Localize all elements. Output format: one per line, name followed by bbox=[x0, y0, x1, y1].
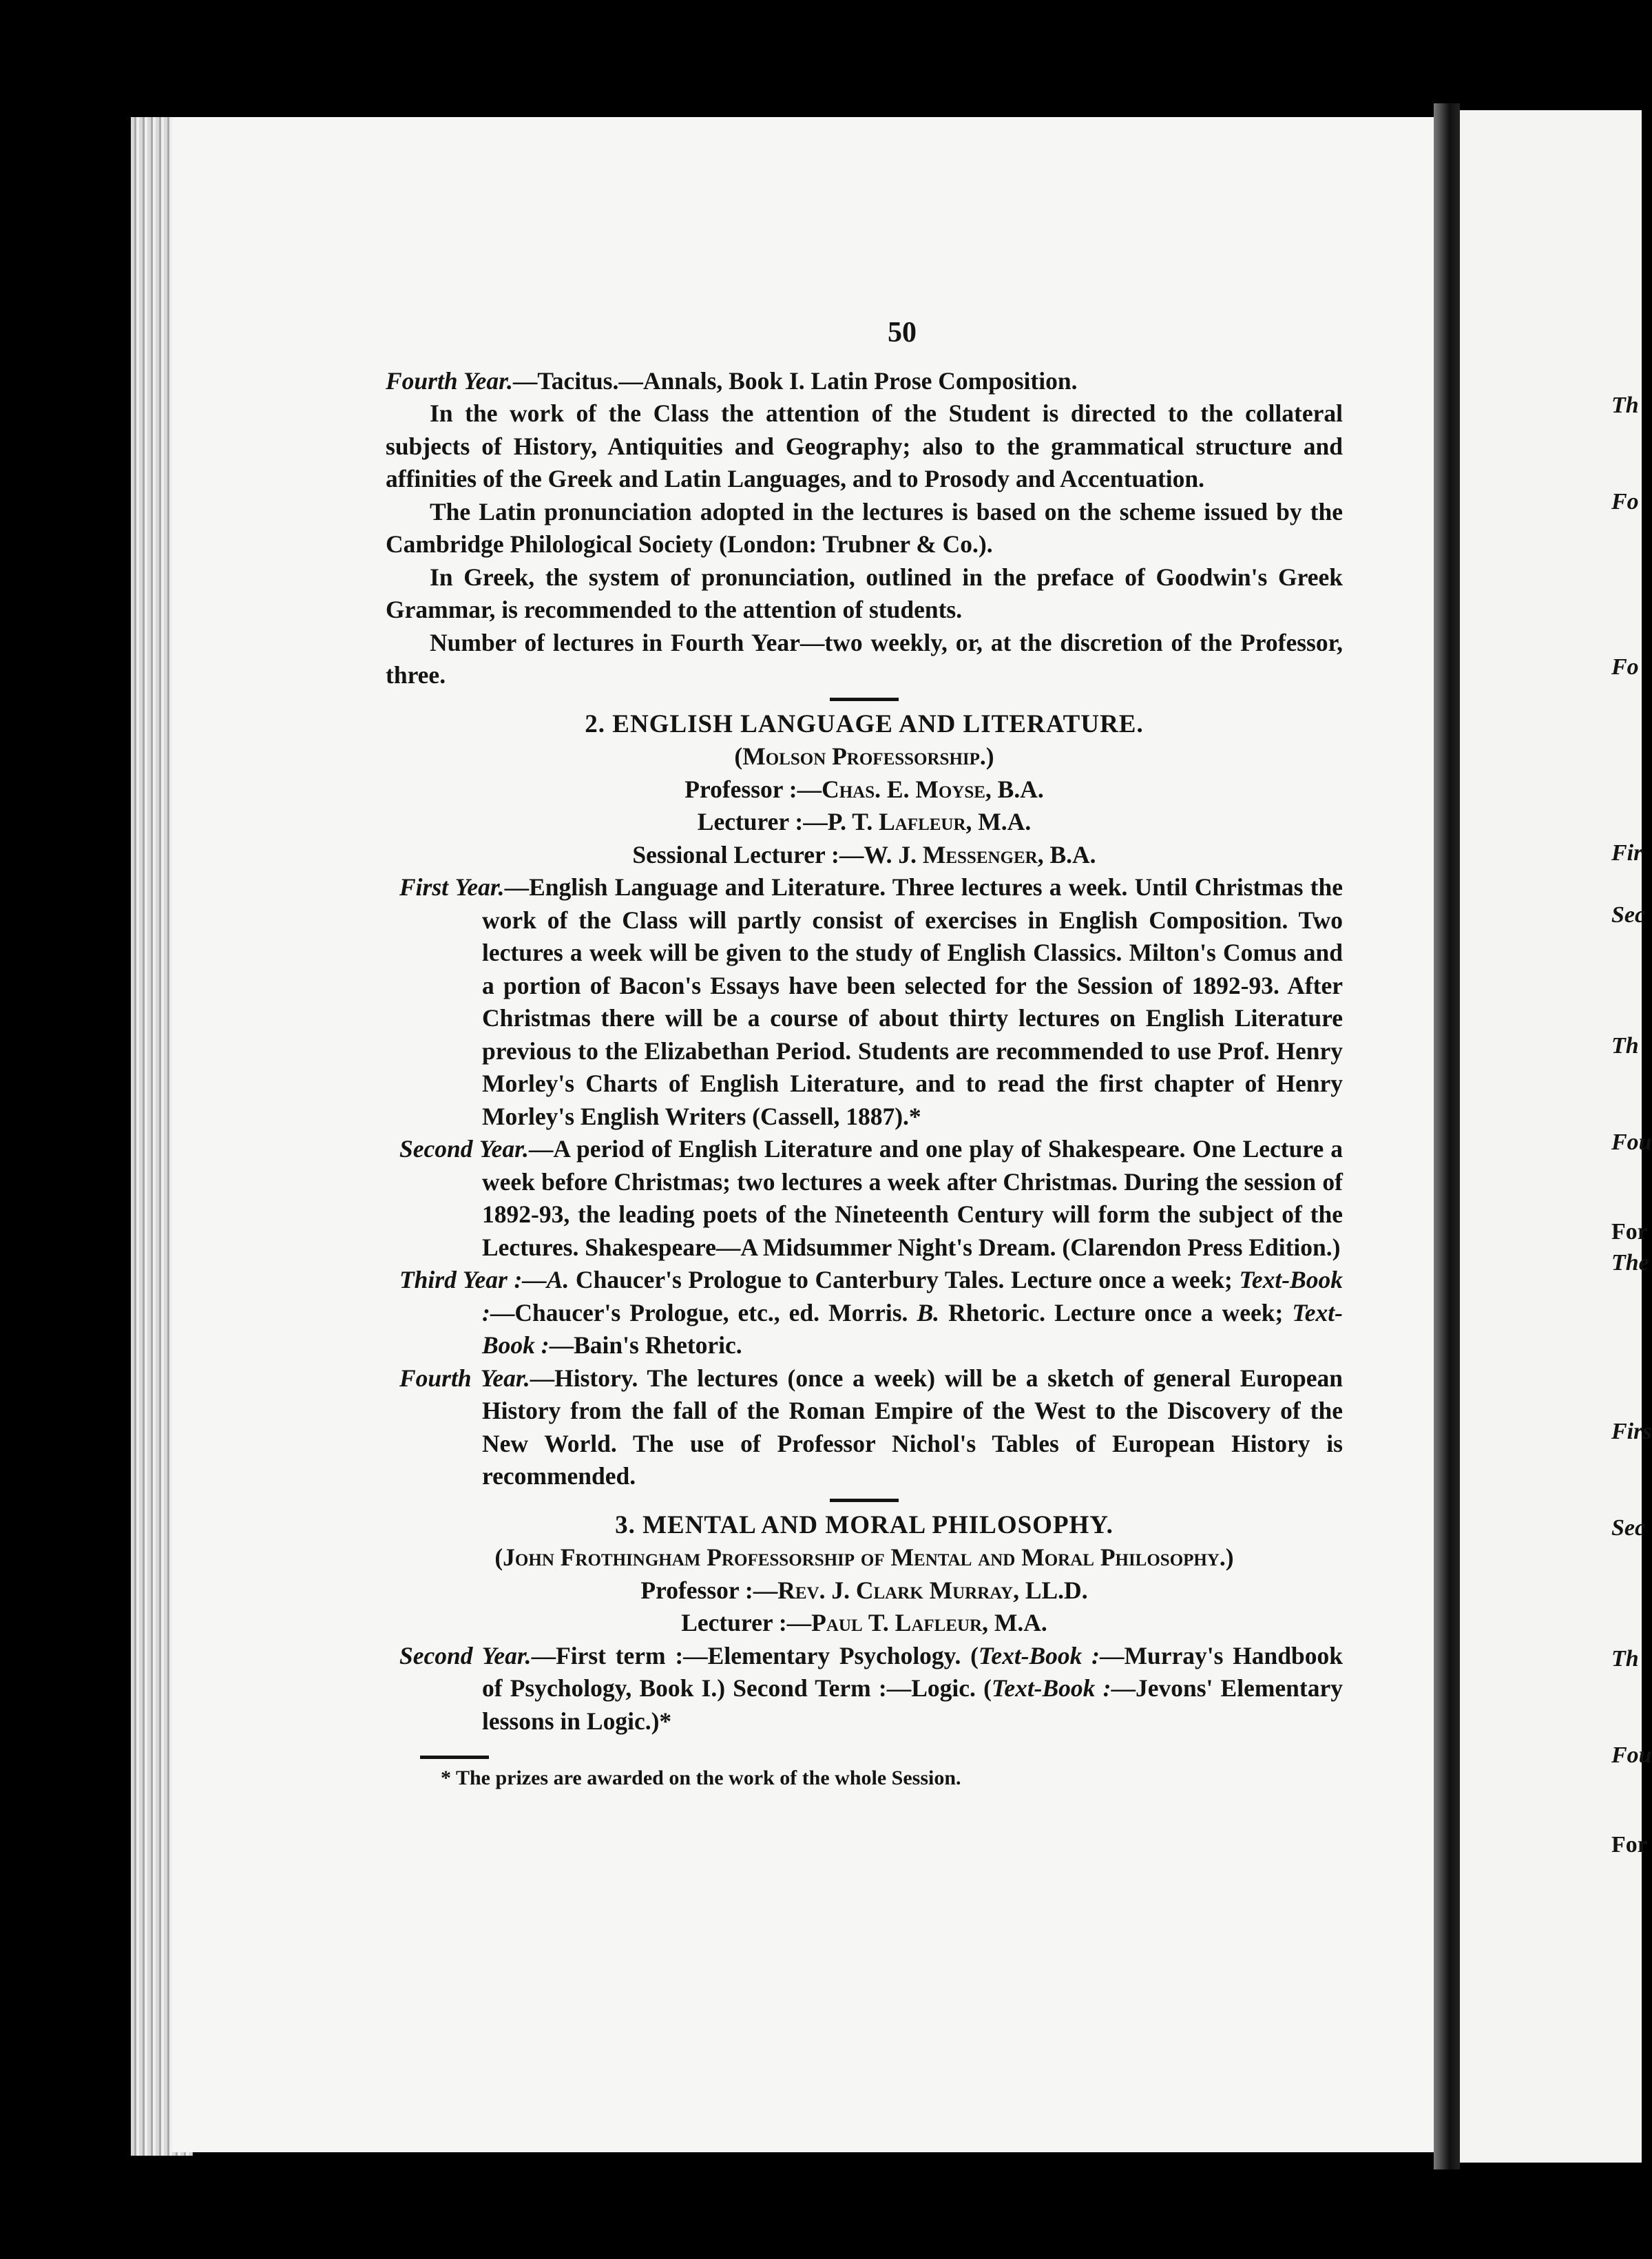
book-gutter bbox=[1434, 103, 1460, 2169]
staff-degree: , LL.D. bbox=[1013, 1576, 1088, 1604]
year-text: —Tacitus.—Annals, Book I. Latin Prose Composition. bbox=[512, 366, 1078, 395]
year-entry bbox=[386, 1264, 1343, 1362]
facing-fragment: Fou bbox=[1611, 1130, 1652, 1155]
year-text: —Bain's Rhetoric. bbox=[549, 1331, 742, 1359]
facing-fragment: Fo bbox=[1611, 489, 1639, 514]
year-lead: Fourth Year. bbox=[399, 1364, 530, 1392]
year-text: —First term :—Elementary Psychology. ( bbox=[531, 1641, 979, 1669]
facing-fragment: Fo bbox=[1611, 654, 1639, 680]
paragraph: In Greek, the system of pronunciation, outlined in the preface of Goodwin's Greek Grammar, is recommended to the attention of students. bbox=[386, 563, 1343, 623]
facing-fragment: Firs bbox=[1611, 1419, 1652, 1444]
paragraph: Number of lectures in Fourth Year—two weekly, or, at the discretion of the Professor, three. bbox=[386, 628, 1343, 689]
staff-line bbox=[386, 839, 1343, 872]
fourth-year-classics bbox=[386, 365, 1343, 398]
textbook-label: Text-Book : bbox=[482, 1298, 1343, 1359]
staff-name: W. J. Messenger bbox=[864, 840, 1038, 868]
facing-fragment: The bbox=[1611, 1250, 1649, 1276]
year-text: —Chaucer's Prologue, etc., ed. Morris. bbox=[490, 1298, 917, 1326]
facing-fragment: Sec bbox=[1611, 902, 1646, 928]
paragraph: In the work of the Class the attention of the Student is directed to the collateral subjects of History, Antiquities and Geography; also to the grammatical structure and affinities of the Greek and Latin Languages, and to Prosody and Accentuation. bbox=[386, 399, 1343, 492]
facing-fragment: Th bbox=[1611, 1033, 1639, 1059]
year-lead: Second Year. bbox=[399, 1641, 532, 1669]
facing-fragment: Fir bbox=[1611, 840, 1643, 866]
year-entry bbox=[386, 871, 1343, 1133]
staff-role: Professor :— bbox=[640, 1576, 778, 1604]
facing-fragment: Sec bbox=[1611, 1515, 1646, 1541]
footnote: * The prizes are awarded on the work of the whole Session. bbox=[441, 1767, 961, 1789]
staff-degree: , B.A. bbox=[985, 775, 1044, 803]
staff-line bbox=[386, 806, 1343, 839]
page-number: 50 bbox=[888, 317, 917, 348]
footnote-rule bbox=[420, 1756, 489, 1759]
staff-degree: , M.A. bbox=[965, 808, 1032, 835]
year-lead: First Year. bbox=[399, 873, 505, 901]
facing-page bbox=[1460, 110, 1652, 2163]
staff-line bbox=[386, 1574, 1343, 1607]
staff-line bbox=[386, 773, 1343, 806]
facing-fragment: Fou bbox=[1611, 1742, 1652, 1768]
textbook-label: Text-Book : bbox=[978, 1641, 1100, 1669]
year-lead: Third Year :—A. bbox=[399, 1266, 569, 1293]
staff-degree: , B.A. bbox=[1037, 840, 1096, 868]
year-entry bbox=[386, 1640, 1343, 1738]
section-heading: 3. MENTAL AND MORAL PHILOSOPHY. bbox=[615, 1510, 1113, 1539]
year-entry bbox=[386, 1133, 1343, 1264]
year-lead: Second Year. bbox=[399, 1135, 529, 1163]
staff-role: Sessional Lecturer :— bbox=[632, 840, 864, 868]
professorship-title: (John Frothingham Professorship of Mental and Moral Philosophy.) bbox=[494, 1543, 1234, 1571]
year-text: —History. The lectures (once a week) will be a sketch of general European History from the fall of the Roman Empire of the West to the Discovery of the New World. The use of Professor Nichol's Tables of European History is recommended. bbox=[482, 1364, 1343, 1490]
year-entry bbox=[386, 1362, 1343, 1493]
facing-fragment: For bbox=[1611, 1219, 1648, 1245]
textbook-label: Text-Book : bbox=[482, 1266, 1343, 1326]
staff-name: Rev. J. Clark Murray bbox=[777, 1576, 1014, 1604]
staff-role: Lecturer :— bbox=[681, 1609, 812, 1636]
year-text: —Murray's Handbook of Psychology, Book I.) Second Term :—Logic. ( bbox=[482, 1641, 1343, 1702]
staff-name: Paul T. Lafleur bbox=[811, 1609, 983, 1636]
staff-line bbox=[386, 1607, 1343, 1640]
textbook-label: Text-Book : bbox=[991, 1674, 1111, 1702]
year-text: Chaucer's Prologue to Canterbury Tales. Lecture once a week; bbox=[569, 1266, 1240, 1293]
section-heading: 2. ENGLISH LANGUAGE AND LITERATURE. bbox=[585, 709, 1144, 738]
subsection-letter: B. bbox=[917, 1298, 940, 1326]
year-text: Rhetoric. Lecture once a week; bbox=[939, 1298, 1293, 1326]
staff-role: Lecturer :— bbox=[697, 808, 828, 835]
section-rule bbox=[830, 698, 899, 701]
section-rule bbox=[830, 1499, 899, 1502]
paragraph: The Latin pronunciation adopted in the lectures is based on the scheme issued by the Cambridge Philological Society (London: Trubner & Co.). bbox=[386, 497, 1343, 558]
year-text: —Jevons' Elementary lessons in Logic.)* bbox=[482, 1674, 1343, 1735]
staff-name: Chas. E. Moyse bbox=[822, 775, 985, 803]
year-text: —A period of English Literature and one play of Shakespeare. One Lecture a week before Christmas; two lectures a week after Christmas. During the session of 1892-93, the leading poets of the Nineteenth Century will form the subject of the Lectures. Shakespeare—A Midsummer Night's Dream. (Clarendon Press Edition.) bbox=[482, 1135, 1343, 1261]
page-content bbox=[386, 317, 1343, 1792]
year-text: —English Language and Literature. Three lectures a week. Until Christmas the work of the Class will partly consist of exercises in English Composition. Two lectures a week will be given to the study of English Classics. Milton's Comus and a portion of Bacon's Essays have been selected for the Session of 1892-93. After Christmas there will be a course of about thirty lectures on English Literature previous to the Elizabethan Period. Students are recommended to use Prof. Henry Morley's Charts of English Literature, and to read the first chapter of Henry Morley's English Writers (Cassell, 1887).* bbox=[482, 873, 1343, 1130]
staff-degree: , M.A. bbox=[982, 1609, 1047, 1636]
facing-fragment: Th bbox=[1611, 393, 1639, 418]
staff-role: Professor :— bbox=[684, 775, 822, 803]
facing-fragment: For bbox=[1611, 1832, 1648, 1857]
facing-fragment: Th bbox=[1611, 1646, 1639, 1672]
staff-name: P. T. Lafleur bbox=[827, 808, 966, 835]
year-lead: Fourth Year. bbox=[386, 366, 513, 395]
professorship-title: (Molson Professorship.) bbox=[734, 742, 994, 770]
